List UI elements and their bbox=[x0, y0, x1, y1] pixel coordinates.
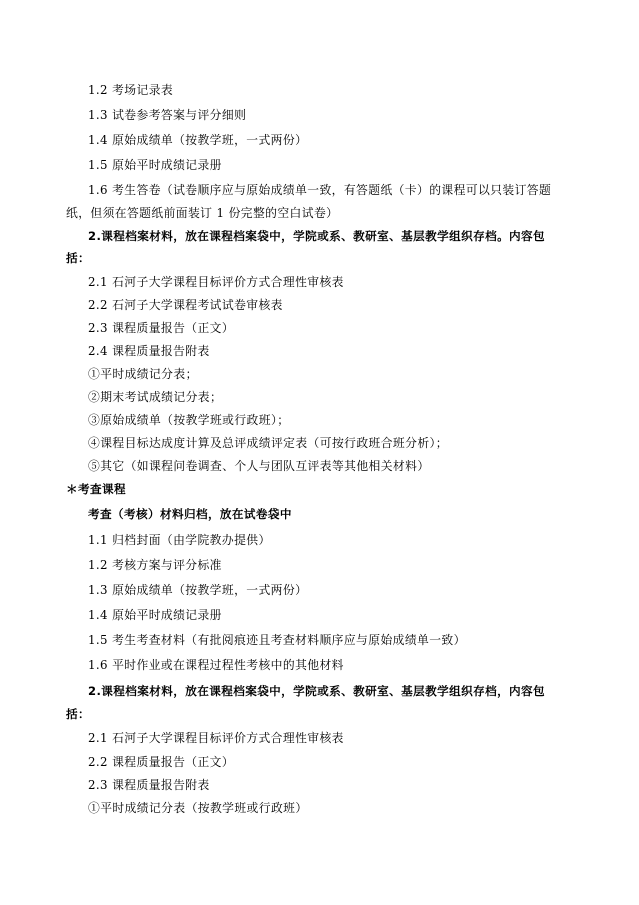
list-item: 1.5 原始平时成绩记录册 bbox=[88, 158, 222, 172]
section-heading-cont: 括： bbox=[66, 707, 90, 721]
list-item: 1.2 考核方案与评分标准 bbox=[88, 558, 222, 572]
list-item: ①平时成绩记分表； bbox=[88, 367, 198, 381]
list-item: 1.5 考生考查材料（有批阅痕迹且考查材料顺序应与原始成绩单一致） bbox=[88, 633, 466, 647]
list-item: 1.2 考场记录表 bbox=[88, 83, 174, 97]
list-item: 1.3 试卷参考答案与评分细则 bbox=[88, 108, 247, 122]
list-item: 2.4 课程质量报告附表 bbox=[88, 344, 210, 358]
list-item: 2.3 课程质量报告附表 bbox=[88, 778, 210, 792]
list-item: 1.3 原始成绩单（按教学班，一式两份） bbox=[88, 583, 308, 597]
list-item: 2.1 石河子大学课程目标评价方式合理性审核表 bbox=[88, 275, 344, 289]
list-item: ⑤其它（如课程问卷调查、个人与团队互评表等其他相关材料） bbox=[88, 459, 430, 473]
list-item: ①平时成绩记分表（按教学班或行政班） bbox=[88, 801, 308, 815]
list-item: ③原始成绩单（按教学班或行政班）； bbox=[88, 413, 290, 427]
list-item: ④课程目标达成度计算及总评成绩评定表（可按行政班合班分析）； bbox=[88, 436, 449, 450]
list-item: 2.1 石河子大学课程目标评价方式合理性审核表 bbox=[88, 731, 344, 745]
section-heading: 考查（考核）材料归档，放在试卷袋中 bbox=[88, 507, 292, 521]
list-item: 2.2 石河子大学课程考试试卷审核表 bbox=[88, 298, 283, 312]
list-item-1-6-line2: 纸，但须在答题纸前面装订 1 份完整的空白试卷） bbox=[66, 206, 339, 220]
list-item: 1.6 平时作业或在课程过程性考核中的其他材料 bbox=[88, 658, 344, 672]
section-title: ＊考查课程 bbox=[66, 482, 126, 496]
list-item: 1.4 原始成绩单（按教学班，一式两份） bbox=[88, 133, 308, 147]
section-heading: 2.课程档案材料，放在课程档案袋中，学院或系、教研室、基层教学组织存档。内容包 bbox=[88, 229, 546, 243]
list-item: 2.2 课程质量报告（正文） bbox=[88, 755, 235, 769]
section-heading-cont: 括： bbox=[66, 251, 90, 265]
list-item: 1.1 归档封面（由学院教办提供） bbox=[88, 533, 271, 547]
list-item: 1.4 原始平时成绩记录册 bbox=[88, 608, 222, 622]
list-item: ②期末考试成绩记分表； bbox=[88, 390, 223, 404]
list-item: 2.3 课程质量报告（正文） bbox=[88, 321, 235, 335]
section-heading: 2.课程档案材料，放在课程档案袋中，学院或系、教研室、基层教学组织存档，内容包 bbox=[88, 684, 546, 698]
list-item-1-6-line1: 1.6 考生答卷（试卷顺序应与原始成绩单一致，有答题纸（卡）的课程可以只装订答题 bbox=[88, 183, 552, 197]
